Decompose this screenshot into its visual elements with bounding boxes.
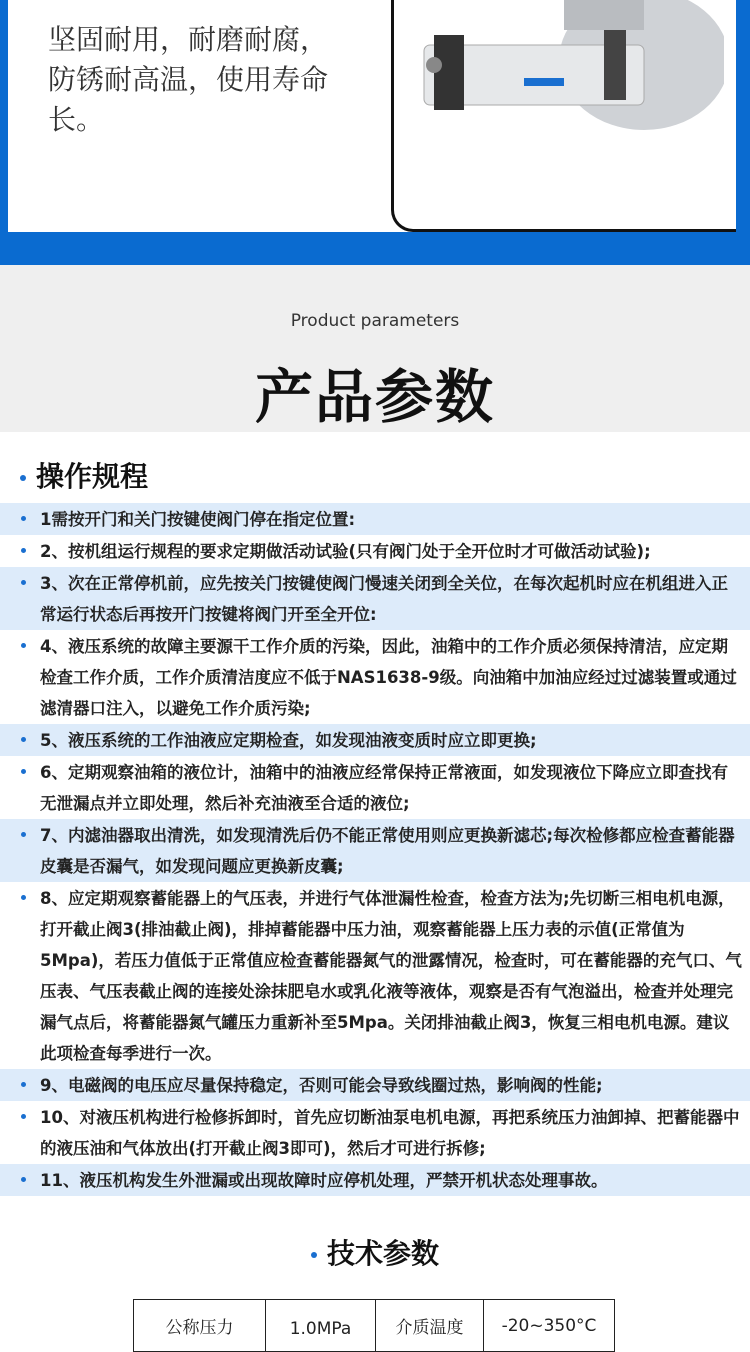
bullet-icon — [21, 516, 26, 521]
param-label: 介质温度 — [376, 1300, 484, 1352]
feature-banner — [0, 0, 750, 265]
bullet-icon — [21, 580, 26, 585]
rule-text: 8、应定期观察蓄能器上的气压表，并进行气体泄漏性检查，检查方法为;先切断三相电机电源，打开截止阀3(排油截止阀)，排掉蓄能器中压力油，观察蓄能器上压力表的示值(正常值为5Mpa)，若压力值低于正常值应检查蓄能器氮气的泄露情况，检查时，可在蓄能器的充气口、气压表、气压表截止阀的连接处涂抹肥皂水或乳化液等液体，观察是否有气泡溢出，检查并处理完漏气点后，将蓄能器氮气罐压力重新补至5Mpa。关闭排油截止阀3，恢复三相电机电源。建议此项检查每季进行一次。 — [40, 889, 742, 1063]
tech-heading — [0, 1232, 750, 1272]
rule-item — [0, 724, 750, 756]
rule-item — [0, 1069, 750, 1101]
rule-text: 5、液压系统的工作油液应定期检查，如发现油液变质时应立即更换; — [40, 731, 537, 750]
rule-text: 3、次在正常停机前，应先按关门按键使阀门慢速关闭到全关位，在每次起机时应在机组进入正常运行状态后再按开门按键将阀门开至全开位: — [40, 574, 728, 624]
rule-item — [0, 567, 750, 630]
rule-item — [0, 819, 750, 882]
rule-text: 6、定期观察油箱的液位计，油箱中的油液应经常保持正常液面，如发现液位下降应立即查找有无泄漏点并立即处理，然后补充油液至合适的液位; — [40, 763, 728, 813]
section-subtitle: Product parameters — [290, 311, 460, 331]
rule-text: 1需按开门和关门按键使阀门停在指定位置: — [40, 510, 356, 529]
rule-item — [0, 630, 750, 724]
rule-text: 11、液压机构发生外泄漏或出现故障时应停机处理，严禁开机状态处理事故。 — [40, 1171, 608, 1190]
product-image — [404, 0, 724, 130]
rule-text: 2、按机组运行规程的要求定期做活动试验(只有阀门处于全开位时才可做活动试验); — [40, 542, 651, 561]
param-value: 1.0MPa — [266, 1300, 376, 1352]
rule-text: 9、电磁阀的电压应尽量保持稳定，否则可能会导致线圈过热，影响阀的性能; — [40, 1076, 603, 1095]
rule-item — [0, 535, 750, 567]
rule-text: 7、内滤油器取出清洗，如发现清洗后仍不能正常使用则应更换新滤芯;每次检修都应检查蓄能器皮囊是否漏气，如发现问题应更换新皮囊; — [40, 826, 735, 876]
rule-item — [0, 1101, 750, 1164]
bullet-icon — [311, 1252, 317, 1258]
tech-params-table — [133, 1299, 615, 1352]
operation-heading — [20, 455, 148, 495]
tech-title: 技术参数 — [326, 1237, 439, 1270]
bullet-icon — [21, 737, 26, 742]
param-label: 公称压力 — [134, 1300, 266, 1352]
bullet-icon — [21, 895, 26, 900]
rule-text: 10、对液压机构进行检修拆卸时，首先应切断油泵电机电源，再把系统压力油卸掉、把蓄能器中的液压油和气体放出(打开截止阀3即可)，然后才可进行拆修; — [40, 1108, 740, 1158]
bullet-icon — [21, 1114, 26, 1119]
bullet-icon — [21, 1082, 26, 1087]
table-row — [134, 1300, 615, 1352]
rule-item — [0, 882, 750, 1069]
param-value: -20~350°C — [484, 1300, 615, 1352]
product-parameters-header — [0, 265, 750, 432]
feature-slogan: 坚固耐用，耐磨耐腐，防锈耐高温，使用寿命长。 — [48, 23, 329, 136]
rule-text: 4、液压系统的故障主要源干工作介质的污染，因此，油箱中的工作介质必须保持清洁，应定期检查工作介质，工作介质清洁度应不低于NAS1638-9级。向油箱中加油应经过过滤装置或通过滤清器口注入，以避免工作介质污染; — [40, 637, 737, 718]
bullet-icon — [20, 475, 26, 481]
bullet-icon — [21, 832, 26, 837]
bullet-icon — [21, 769, 26, 774]
operation-title: 操作规程 — [36, 460, 149, 493]
rule-item — [0, 503, 750, 535]
bullet-icon — [21, 548, 26, 553]
rule-item — [0, 1164, 750, 1196]
bullet-icon — [21, 643, 26, 648]
rule-item — [0, 756, 750, 819]
section-title: 产品参数 — [254, 363, 495, 431]
product-image-panel — [391, 0, 736, 232]
bullet-icon — [21, 1177, 26, 1182]
operation-rules-list — [0, 503, 750, 1196]
